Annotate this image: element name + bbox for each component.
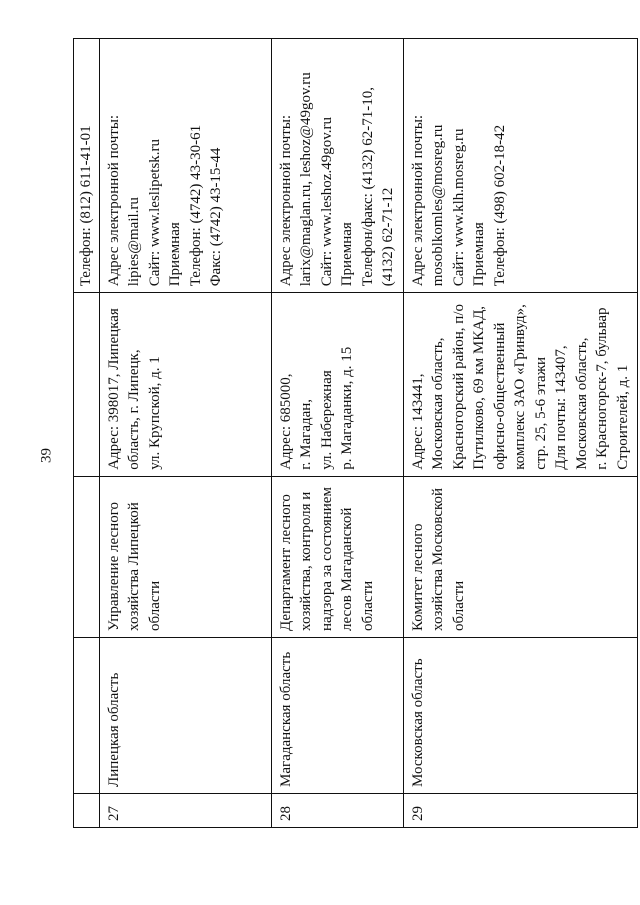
address-cell [74, 293, 100, 476]
contacts-cell-line: Адрес электронной почты: [277, 114, 294, 287]
address-cell-line: г. Магадан, [298, 398, 314, 470]
agency-cell-line: хозяйства Московской [430, 487, 446, 631]
contacts-cell-line: Сайт: www.leslipetsk.ru [146, 138, 163, 287]
address-cell-line: Красногорский район, п/о [450, 303, 467, 470]
contacts-cell-line: Телефон: (4742) 43-30-61 [187, 124, 204, 287]
agency-cell-line: Комитет лесного [409, 523, 426, 631]
table-row [74, 39, 100, 828]
address-cell-line: Путилково, 69 км МКАД, [471, 305, 487, 470]
address-cell-line: Адрес: 398017, Липецкая [105, 308, 122, 470]
region-cell [74, 637, 100, 793]
table-body [74, 39, 638, 828]
address-cell-line: ул. Крупской, д. 1 [146, 356, 163, 470]
agency-cell [74, 476, 100, 637]
address-cell-line: Адрес: 143441, [409, 373, 426, 470]
agency-cell-line: области [146, 580, 163, 631]
agency-cell [99, 476, 271, 637]
address-cell-line: область, г. Липецк, [126, 349, 142, 470]
agency-cell-line: Управление лесного [105, 502, 122, 631]
page-number: 39 [38, 448, 55, 463]
address-cell-line: Московская область, [573, 337, 590, 470]
forestry-agencies-table [73, 38, 638, 828]
contacts-cell [99, 39, 271, 293]
contacts-cell-line: Телефон/факс: (4132) 62-71-10, [359, 86, 376, 287]
address-cell-line: Адрес: 685000, [277, 373, 294, 470]
contacts-cell-line: larix@maglan.ru, leshoz@49gov.ru [298, 72, 314, 287]
table-row [271, 39, 403, 828]
region-cell: Московская область [403, 637, 638, 793]
contacts-cell-line: (4132) 62-71-12 [380, 187, 396, 287]
row-number-cell: 29 [403, 793, 638, 827]
agency-cell-line: области [359, 580, 376, 631]
contacts-cell-line: mosoblkomles@mosreg.ru [430, 124, 446, 287]
contacts-cell-line: Факс: (4742) 43-15-44 [208, 147, 224, 287]
contacts-cell [271, 39, 403, 293]
contacts-cell [403, 39, 638, 293]
agency-cell-line: надзора за состоянием [318, 487, 335, 631]
address-cell-line: офисно-общественный [491, 322, 508, 470]
contacts-cell-line: Сайт: www.klh.mosreg.ru [450, 128, 467, 287]
table-row [403, 39, 638, 828]
rotated-table-container [73, 38, 631, 828]
address-cell-line: р. Магаданки, д. 15 [339, 346, 355, 470]
address-cell [99, 293, 271, 476]
contacts-cell-line: Телефон: (498) 602-18-42 [491, 124, 508, 287]
contacts-cell-line: Приемная [339, 222, 355, 287]
contacts-cell-line: Адрес электронной почты: [105, 114, 122, 287]
region-cell: Магаданская область [271, 637, 403, 793]
address-cell-line: Для почты: 143407, [553, 345, 569, 470]
region-cell: Липецкая область [99, 637, 271, 793]
contacts-cell-line: lipies@mail.ru [126, 197, 142, 287]
table-row [99, 39, 271, 828]
agency-cell [403, 476, 638, 637]
agency-cell-line: лесов Магаданской [339, 507, 355, 631]
contacts-cell-line: Адрес электронной почты: [409, 114, 426, 287]
address-cell [403, 293, 638, 476]
contacts-cell [74, 39, 100, 293]
agency-cell-line: хозяйства Липецкой [126, 502, 142, 631]
address-cell-line: стр. 25, 5-6 этажи [532, 356, 549, 470]
row-number-cell: 27 [99, 793, 271, 827]
row-number-cell: 28 [271, 793, 403, 827]
agency-cell-line: хозяйства, контроля и [298, 491, 314, 631]
address-cell-line: ул. Набережная [318, 370, 335, 470]
address-cell [271, 293, 403, 476]
agency-cell [271, 476, 403, 637]
contacts-cell-line: Приемная [167, 222, 183, 287]
contacts-cell-line: Приемная [471, 222, 487, 287]
address-cell-line: комплекс ЗАО «Гринвуд», [512, 304, 528, 470]
contacts-cell-line: Телефон: (812) 611-41-01 [78, 125, 94, 287]
address-cell-line: г. Красногорск-7, бульвар [594, 307, 610, 470]
row-number-cell [74, 793, 100, 827]
agency-cell-line: Департамент лесного [277, 494, 294, 631]
address-cell-line: Строителей, д. 1 [614, 364, 631, 470]
contacts-cell-line: Сайт: www.leshoz.49gov.ru [318, 117, 335, 287]
agency-cell-line: области [450, 580, 467, 631]
address-cell-line: Московская область, [430, 337, 446, 470]
